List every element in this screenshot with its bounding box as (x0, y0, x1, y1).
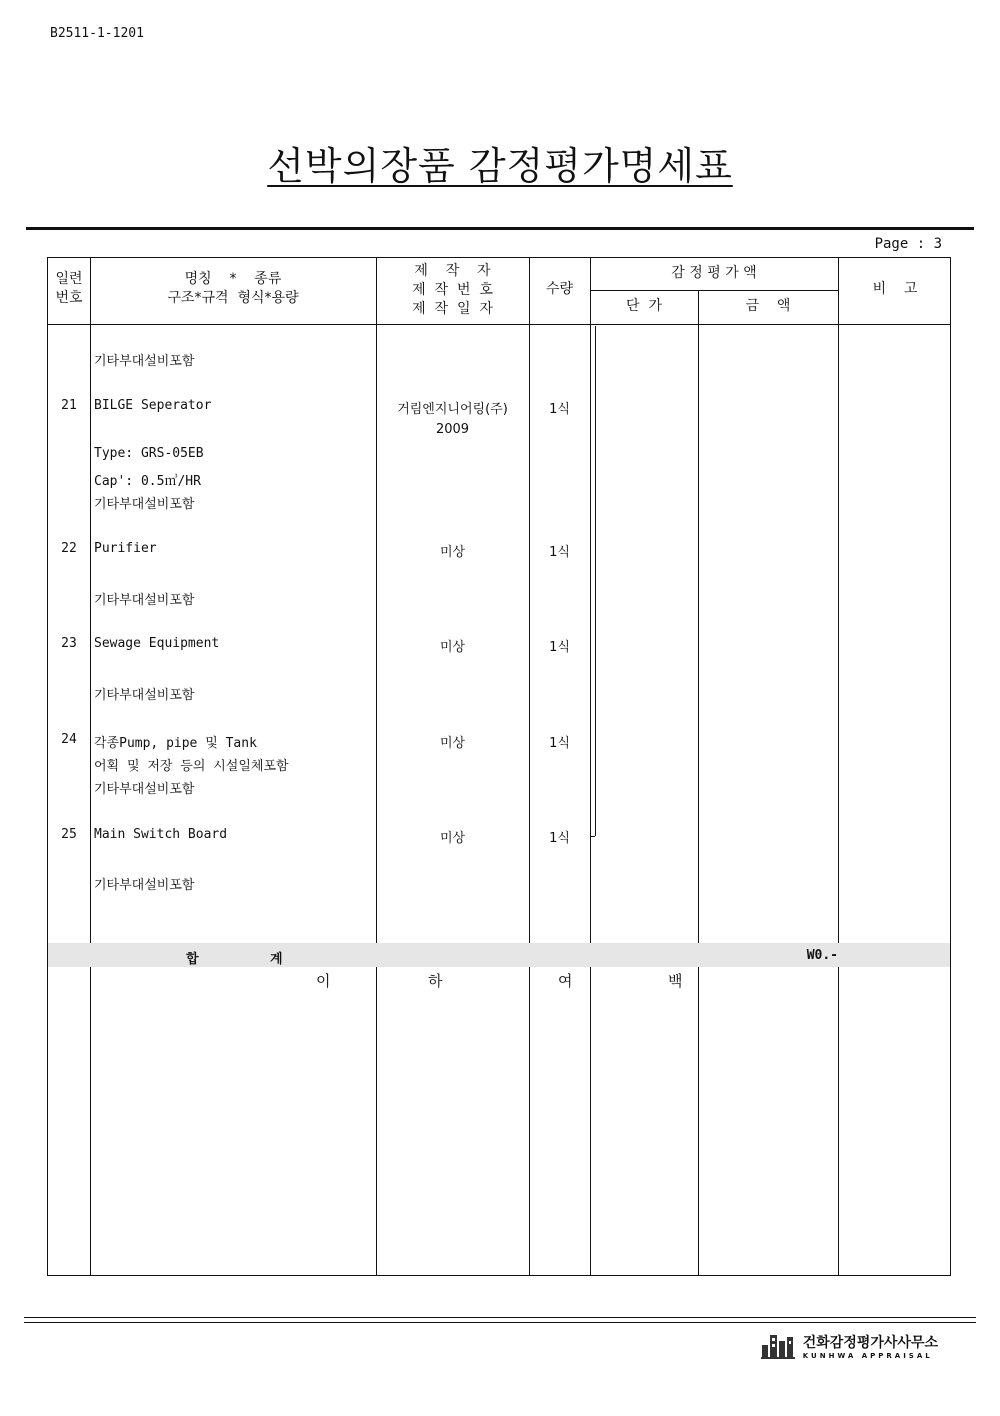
item-number: 22 (61, 541, 77, 556)
building-logo-icon (761, 1333, 795, 1359)
item-number: 25 (61, 827, 77, 842)
header-serial-2: 번호 (55, 290, 83, 306)
item-quantity: 1식 (549, 640, 570, 655)
item-quantity: 1식 (549, 736, 570, 751)
item-maker: 미상 (439, 640, 466, 655)
total-label: 합 (186, 952, 199, 967)
header-serial-number: 제 작 번 호 (412, 282, 493, 298)
item-maker: 미상 (439, 831, 466, 846)
item-note: 기타부대설비포함 (94, 497, 195, 512)
blank-below-marker: 여 (558, 972, 573, 990)
item-name: Purifier (94, 541, 157, 556)
item-number: 23 (61, 636, 77, 651)
item-note: 기타부대설비포함 (94, 878, 195, 893)
company-name-korean: 건화감정평가사사무소 (802, 1335, 938, 1351)
item-make-date: 2009 (435, 422, 470, 437)
item-note: 기타부대설비포함 (94, 782, 195, 797)
header-make-date: 제 작 일 자 (412, 301, 493, 317)
item-quantity: 1식 (549, 402, 570, 417)
header-serial-1: 일련 (55, 271, 83, 287)
header-amount: 금 액 (745, 298, 791, 314)
blank-below-marker: 하 (428, 972, 443, 990)
item-quantity: 1식 (549, 545, 570, 560)
document-id: B2511-1-1201 (50, 26, 144, 41)
item-maker: 미상 (439, 736, 466, 751)
item-note: 기타부대설비포함 (94, 354, 195, 369)
item-name: Main Switch Board (94, 827, 228, 842)
header-quantity: 수량 (545, 281, 574, 297)
item-note: 기타부대설비포함 (94, 593, 195, 608)
item-spec: 어획 및 저장 등의 시설일체포함 (94, 759, 289, 774)
page-number: Page : 3 (874, 236, 942, 252)
item-name: 각종Pump, pipe 및 Tank (94, 736, 257, 751)
item-maker: 거림엔지니어링(주) (397, 402, 508, 417)
header-remarks: 비 고 (872, 281, 918, 297)
total-amount: W0.- (806, 948, 838, 963)
item-number: 24 (61, 732, 77, 747)
top-rule (26, 227, 974, 230)
item-name: BILGE Seperator (94, 398, 212, 413)
blank-below-marker: 이 (316, 972, 331, 990)
item-note: 기타부대설비포함 (94, 688, 195, 703)
item-spec: Cap': 0.5㎥/HR (94, 474, 201, 489)
company-name-english: KUNHWA APPRAISAL (802, 1352, 933, 1360)
item-spec: Type: GRS-05EB (94, 446, 204, 461)
header-name-2: 구조*규격 형식*용량 (167, 290, 299, 306)
item-number: 21 (61, 398, 77, 413)
appraisal-table (47, 257, 951, 1276)
item-quantity: 1식 (549, 831, 570, 846)
total-label: 계 (270, 952, 283, 967)
footer-rule (24, 1317, 976, 1318)
blank-below-marker: 백 (668, 972, 683, 990)
page-title: 선박의장품 감정평가명세표 (267, 144, 733, 188)
item-maker: 미상 (439, 545, 466, 560)
header-maker: 제 작 자 (414, 263, 491, 279)
header-name-1: 명칭 * 종류 (184, 271, 282, 287)
item-name: Sewage Equipment (94, 636, 220, 651)
footer-rule (24, 1322, 976, 1323)
header-unit-price: 단 가 (626, 298, 662, 314)
header-appraisal-amount: 감 정 평 가 액 (671, 265, 757, 281)
company-logo (761, 1332, 938, 1360)
